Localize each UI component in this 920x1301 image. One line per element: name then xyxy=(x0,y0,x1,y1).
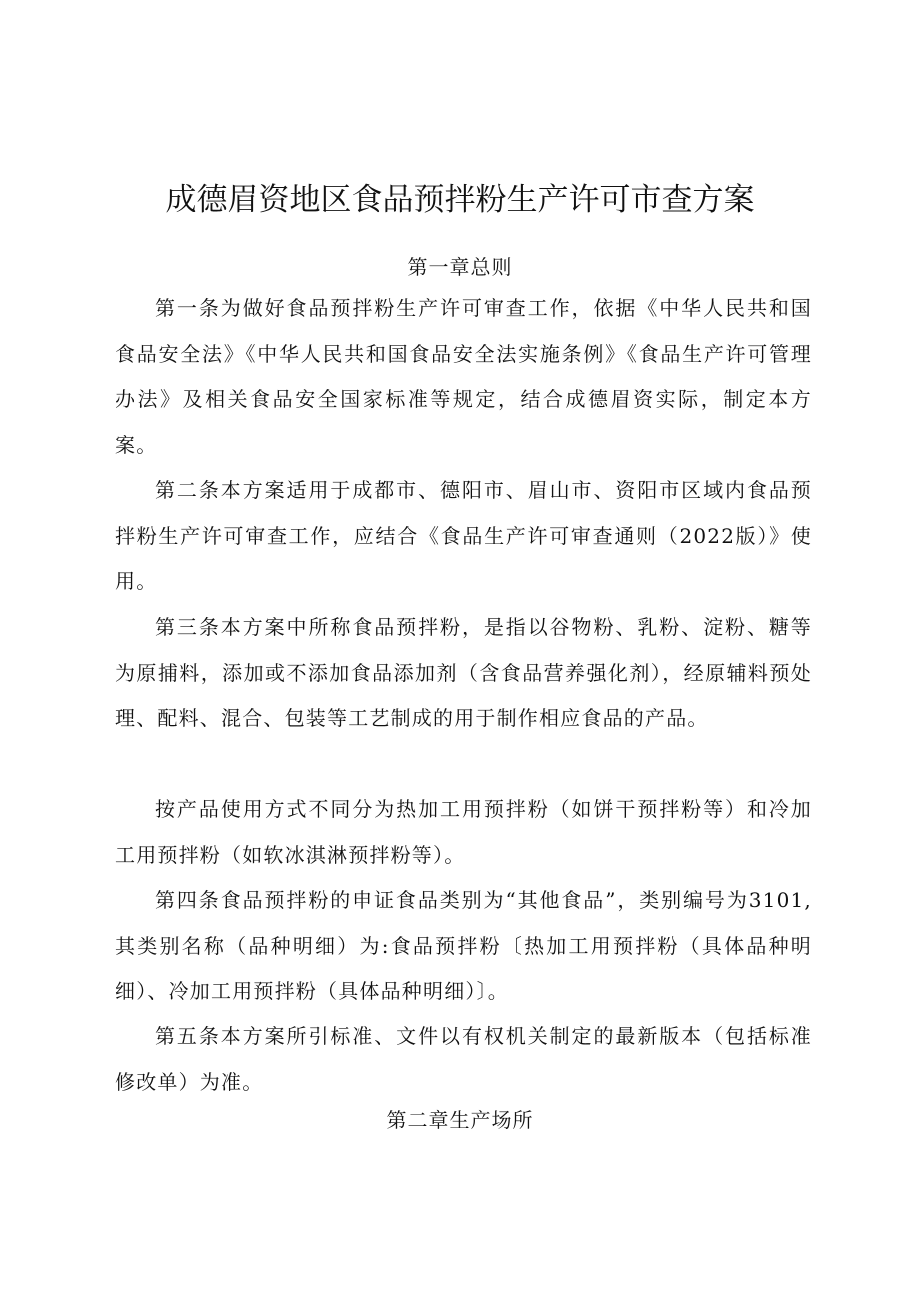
article-3-paragraph: 第三条本方案中所称食品预拌粉，是指以谷物粉、乳粉、淀粉、糖等为原捕料，添加或不添加食品添加剂（含食品营养强化剂），经原辅料预处理、配料、混合、包装等工艺制成的用于制作相应食品的产品。 xyxy=(115,615,812,730)
article-1-paragraph: 第一条为做好食品预拌粉生产许可审查工作，依据《中华人民共和国食品安全法》《中华人民共和国食品安全法实施条例》《食品生产许可管理办法》及相关食品安全国家标准等规定，结合成德眉资实际，制定本方案。 xyxy=(115,296,812,457)
chapter-heading-2: 第二章生产场所 xyxy=(386,1108,534,1132)
article-5-paragraph: 第五条本方案所引标准、文件以有权机关制定的最新版本（包括标准修改单）为准。 xyxy=(115,1024,812,1094)
article-2-paragraph: 第二条本方案适用于成都市、德阳市、眉山市、资阳市区域内食品预拌粉生产许可审查工作，应结合《食品生产许可审查通则（2022版）》使用。 xyxy=(115,478,812,593)
usage-classification-paragraph: 按产品使用方式不同分为热加工用预拌粉（如饼干预拌粉等）和冷加工用预拌粉（如软冰淇淋预拌粉等）。 xyxy=(115,797,812,867)
chapter-heading-1: 第一章总则 xyxy=(407,255,513,279)
document-title: 成德眉资地区食品预拌粉生产许可市查方案 xyxy=(165,182,755,218)
article-4-paragraph: 第四条食品预拌粉的申证食品类别为“其他食品”，类别编号为3101,其类别名称（品种明细）为:食品预拌粉〔热加工用预拌粉（具体品种明细）、冷加工用预拌粉（具体品种明细）〕。 xyxy=(115,888,812,1003)
